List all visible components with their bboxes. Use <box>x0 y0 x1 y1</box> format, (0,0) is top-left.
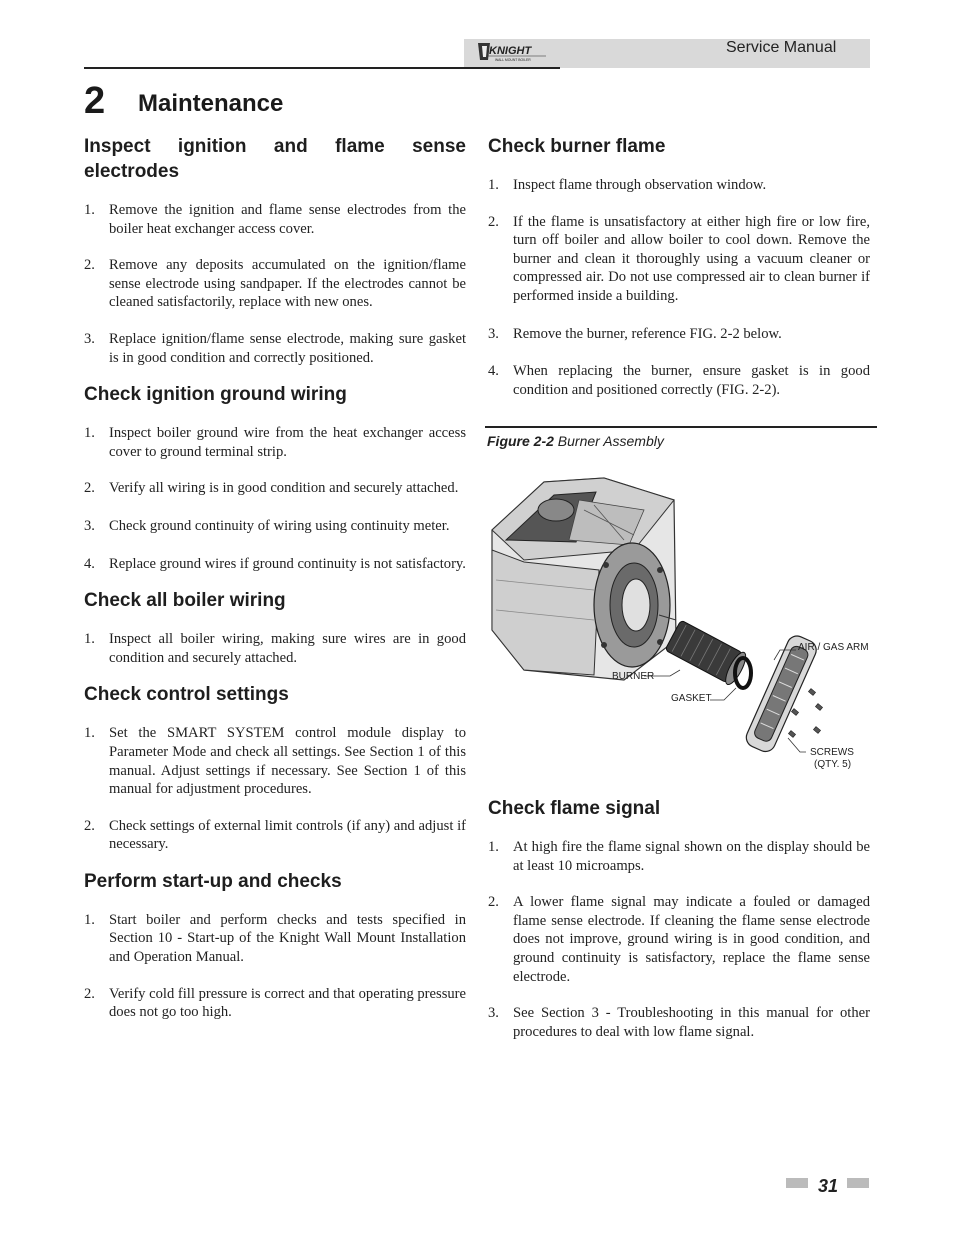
label-air-gas-arm: AIR / GAS ARM <box>798 642 869 653</box>
steps-startup-checks <box>84 911 466 1022</box>
steps-ground-wiring <box>84 424 466 573</box>
heading-startup-checks: Perform start-up and checks <box>84 870 342 892</box>
list-item: 3. Replace ignition/flame sense electrode, making sure gasket is in good condition and correctly positioned. <box>84 330 466 366</box>
heading-flame-signal: Check flame signal <box>488 798 661 819</box>
list-item: 3. Remove the burner, reference FIG. 2-2 below. <box>488 325 782 342</box>
header-rule <box>84 67 560 69</box>
heading-inspect-electrodes: Inspect ignition and flame sense electrodes <box>84 136 466 182</box>
list-item: 2. A lower flame signal may indicate a fouled or damaged flame sense electrode. If cleaning the flame sense electrode does not improve, ground wiring is in good condition, and ground continuity is satisfactory, replace the flame sense electrode. <box>488 894 870 985</box>
list-item: 2. If the flame is unsatisfactory at either high fire or low fire, turn off boiler and allow boiler to cool down. Remove the burner and clean it thoroughly using a vacuum cleaner or compressed air. Do not use compressed air to clean burner if performed inside a building. <box>488 213 870 304</box>
label-burner: BURNER <box>612 671 655 682</box>
label-gasket: GASKET <box>671 693 712 704</box>
left-column <box>84 134 466 1022</box>
label-screws-qty: (QTY. 5) <box>814 759 852 770</box>
figure-caption <box>487 433 664 449</box>
figure-caption-label: Figure 2-2 <box>487 433 554 449</box>
list-item: 1. Inspect boiler ground wire from the heat exchanger access cover to ground terminal strip. <box>84 425 466 460</box>
section-number: 2 <box>84 80 106 122</box>
page-number-bar-right <box>847 1178 869 1188</box>
list-item: 1. Inspect flame through observation window. <box>488 177 767 193</box>
document-title: Service Manual <box>726 39 837 56</box>
right-column-top <box>488 134 870 399</box>
section-title: Maintenance <box>138 90 284 117</box>
list-item: 3. Check ground continuity of wiring using continuity meter. <box>84 517 450 534</box>
heading-control-settings: Check control settings <box>84 684 289 706</box>
list-item: 1. At high fire the flame signal shown on the display should be at least 10 microamps. <box>488 839 870 874</box>
burner-assembly-drawing <box>484 470 880 780</box>
list-item: 4. Replace ground wires if ground continuity is not satisfactory. <box>84 555 466 572</box>
page-number-bar-left <box>786 1178 808 1188</box>
heading-ground-wiring: Check ignition ground wiring <box>84 384 347 406</box>
list-item: 1. Start boiler and perform checks and tests specified in Section 10 - Start-up of the Knight Wall Mount Installation and Operation Manual. <box>84 911 466 966</box>
logo-text: KNIGHT <box>489 45 532 57</box>
right-column-bottom <box>488 796 870 1041</box>
steps-flame-signal <box>488 838 870 1041</box>
label-screws: SCREWS <box>810 747 854 758</box>
page-number: 31 <box>818 1176 839 1196</box>
heading-burner-flame: Check burner flame <box>488 136 666 157</box>
list-item: 2. Verify cold fill pressure is correct and that operating pressure does not go too high. <box>84 985 467 1021</box>
list-item: 1. Set the SMART SYSTEM control module display to Parameter Mode and check all settings. See Section 1 of this manual. Adjust settings if necessary. See Section 1 of this manual for adjustment procedures. <box>84 725 466 798</box>
steps-control-settings <box>84 724 466 854</box>
list-item: 2. Check settings of external limit controls (if any) and adjust if necessary. <box>84 817 466 853</box>
list-item: 1. Inspect all boiler wiring, making sure wires are in good condition and securely attached. <box>84 631 466 666</box>
heading-boiler-wiring: Check all boiler wiring <box>84 590 286 612</box>
list-item: 3. See Section 3 - Troubleshooting in this manual for other procedures to deal with low flame signal. <box>488 1005 870 1040</box>
logo-subtext: WALL MOUNT BOILER <box>495 58 531 62</box>
burner-assembly-figure <box>484 470 880 780</box>
list-item: 1. Remove the ignition and flame sense electrodes from the boiler heat exchanger access cover. <box>84 202 466 237</box>
knight-logo <box>476 40 548 64</box>
steps-boiler-wiring <box>84 630 466 667</box>
list-item: 2. Verify all wiring is in good condition and securely attached. <box>84 480 459 497</box>
list-item: 4. When replacing the burner, ensure gasket is in good condition and positioned correctly (FIG. 2-2). <box>488 363 870 398</box>
figure-rule <box>485 426 877 428</box>
steps-inspect-electrodes <box>84 201 466 367</box>
figure-caption-text: Burner Assembly <box>557 433 664 449</box>
list-item: 2. Remove any deposits accumulated on the ignition/flame sense electrode using sandpaper. If the electrodes cannot be cleaned satisfactorily, replace with new ones. <box>84 257 466 311</box>
steps-burner-flame <box>488 176 870 399</box>
